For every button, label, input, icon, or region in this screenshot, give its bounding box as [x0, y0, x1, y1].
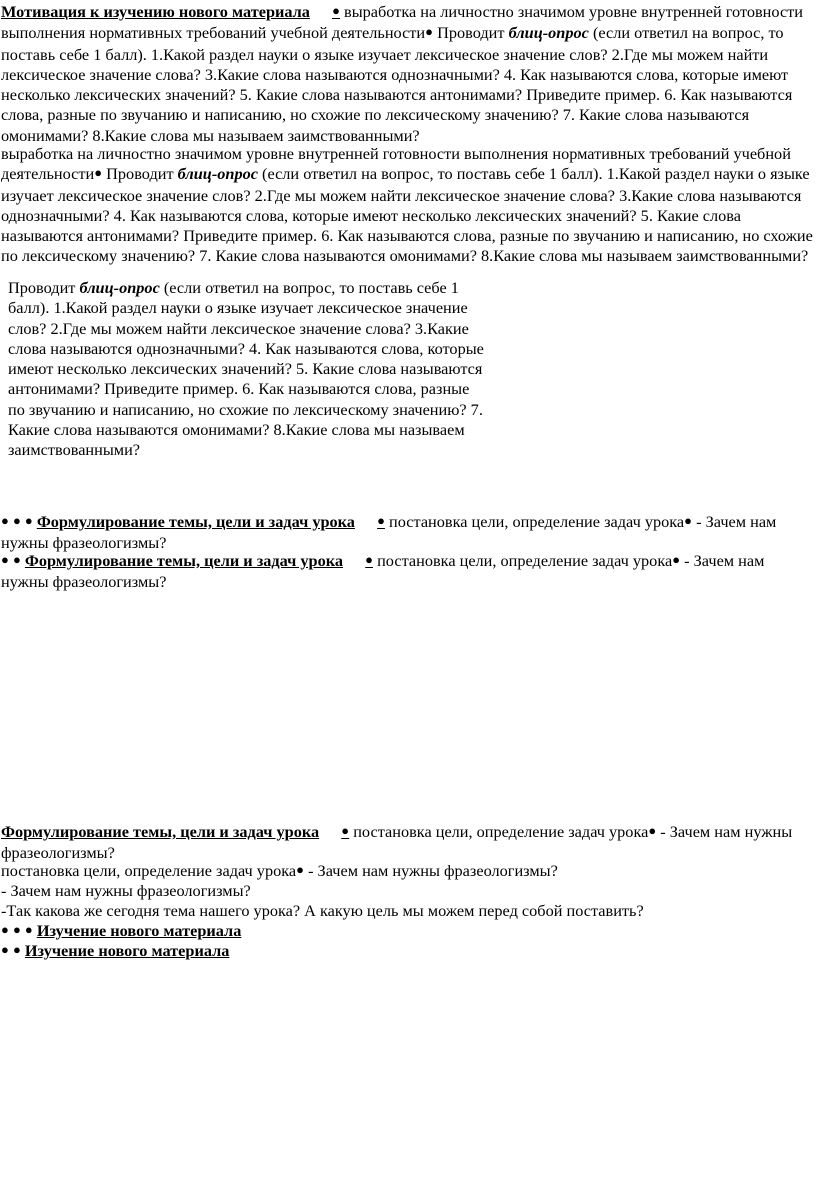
bullet-icon: ● — [94, 165, 103, 181]
study-line-2 — [1, 941, 813, 962]
why-line — [1, 881, 813, 901]
why-text: - Зачем нам нужны фразеологизмы? — [308, 861, 558, 880]
blitz-term: блиц-опрос — [508, 23, 589, 43]
quiz-text: (если ответил на вопрос, то поставь себе 1 балл). 1.Какой раздел науки о языке изучает лексическое значение слов? 2.Где мы можем найти лексическое значение слова? 3.Какие слова называются однозначными? 4. Как называются слова, которые имеют несколько лексических значений? 5. Какие слова называются антонимами? Приведите пример. 6. Как называются слова, разные по звучанию и написанию, но схожие по лексическому значению? 7. Какие слова называются омонимами? 8.Какие слова мы называем заимствованными? — [1, 23, 793, 145]
conducts-text: Проводит — [8, 278, 76, 297]
quiz-text: (если ответил на вопрос, то поставь себе 1 балл). 1.Какой раздел науки о языке изучает лексическое значение слов? 2.Где мы можем найти лексическое значение слова? 3.Какие слова называются однозначными? 4. Как называются слова, которые имеют несколько лексических значений? 5. Какие слова называются антонимами? Приведите пример. 6. Как называются слова, разные по звучанию и написанию, но схожие по лексическому значению? 7. Какие слова называются омонимами? 8.Какие слова мы называем заимствованными? — [1, 164, 813, 266]
bullet-icon: ● — [12, 942, 21, 957]
question-text: -Так какова же сегодня тема нашего урока? А какую цель мы можем перед собой поставить? — [1, 901, 644, 920]
formulation-heading: Формулирование темы, цели и задач урока — [1, 822, 320, 841]
formulation-heading: Формулирование темы, цели и задач урока — [24, 551, 344, 570]
study-heading: Изучение нового материала — [36, 921, 242, 940]
readiness-text: выработка на личностно значимом уровне внутренней готовности выполнения нормативных требований учебной деятельности — [1, 144, 791, 184]
bullet-icon: ● — [24, 513, 33, 528]
quiz-paragraph — [8, 278, 488, 461]
bullet-icon: ● — [377, 513, 385, 528]
blitz-term: блиц-опрос — [177, 164, 258, 184]
bullet-icon: ● — [12, 922, 21, 937]
study-line-1 — [1, 921, 813, 942]
motivation-paragraph — [1, 2, 813, 146]
readiness-paragraph — [1, 144, 813, 267]
bullet-icon: ● — [672, 552, 681, 567]
why-text: - Зачем нам нужны фразеологизмы? — [1, 822, 793, 863]
quiz-text: (если ответил на вопрос, то поставь себе 1 балл). 1.Какой раздел науки о языке изучает лексическое значение слов? 2.Где мы можем найти лексическое значение слова? 3.Какие слова называются однозначными? 4. Как называются слова, которые имеют несколько лексических значений? 5. Какие слова называются антонимами? Приведите пример. 6. Как называются слова, разные по звучанию и написанию, но схожие по лексическому значению? 7. Какие слова называются омонимами? 8.Какие слова мы называем заимствованными? — [8, 278, 484, 460]
readiness-text: выработка на личностно значимом уровне внутренней готовности выполнения нормативных требований учебной деятельности — [1, 2, 803, 43]
bullet-icon: ● — [425, 24, 433, 40]
bullet-icon: ● — [684, 513, 693, 528]
why-text: - Зачем нам нужны фразеологизмы? — [1, 881, 251, 900]
bullet-icon: ● — [296, 862, 304, 877]
bullet-icon: ● — [341, 823, 350, 838]
why-text: - Зачем нам нужны фразеологизмы? — [1, 551, 765, 592]
bullet-icon: ● — [1, 942, 9, 957]
goal-text: постановка цели, определение задач урока — [1, 861, 297, 880]
bullet-icon: ● — [12, 513, 21, 528]
goal-text: постановка цели, определение задач урока — [389, 512, 685, 531]
bullet-icon: ● — [1, 922, 9, 937]
bullet-icon: ● — [12, 552, 21, 567]
bullet-icon: ● — [1, 513, 9, 528]
bullet-icon: ● — [365, 552, 374, 567]
formulation-heading: Формулирование темы, цели и задач урока — [36, 512, 355, 531]
question-line — [1, 901, 813, 921]
goal-text: постановка цели, определение задач урока — [377, 551, 673, 570]
study-heading: Изучение нового материала — [24, 941, 230, 960]
why-text: - Зачем нам нужны фразеологизмы? — [1, 512, 777, 553]
conducts-text: Проводит — [106, 164, 174, 184]
motivation-heading: Мотивация к изучению нового материала — [1, 2, 310, 21]
goal-text: постановка цели, определение задач урока — [353, 822, 649, 841]
bullet-icon: ● — [332, 3, 340, 18]
conducts-text: Проводит — [437, 23, 505, 43]
bullet-icon: ● — [1, 552, 9, 567]
formulation-paragraph-3 — [1, 822, 813, 864]
formulation-paragraph-2 — [1, 551, 813, 593]
formulation-paragraph-1 — [1, 512, 813, 554]
bullet-icon: ● — [24, 922, 33, 937]
goal-line — [1, 861, 813, 882]
blitz-term: блиц-опрос — [79, 278, 160, 297]
bullet-icon: ● — [648, 823, 657, 838]
